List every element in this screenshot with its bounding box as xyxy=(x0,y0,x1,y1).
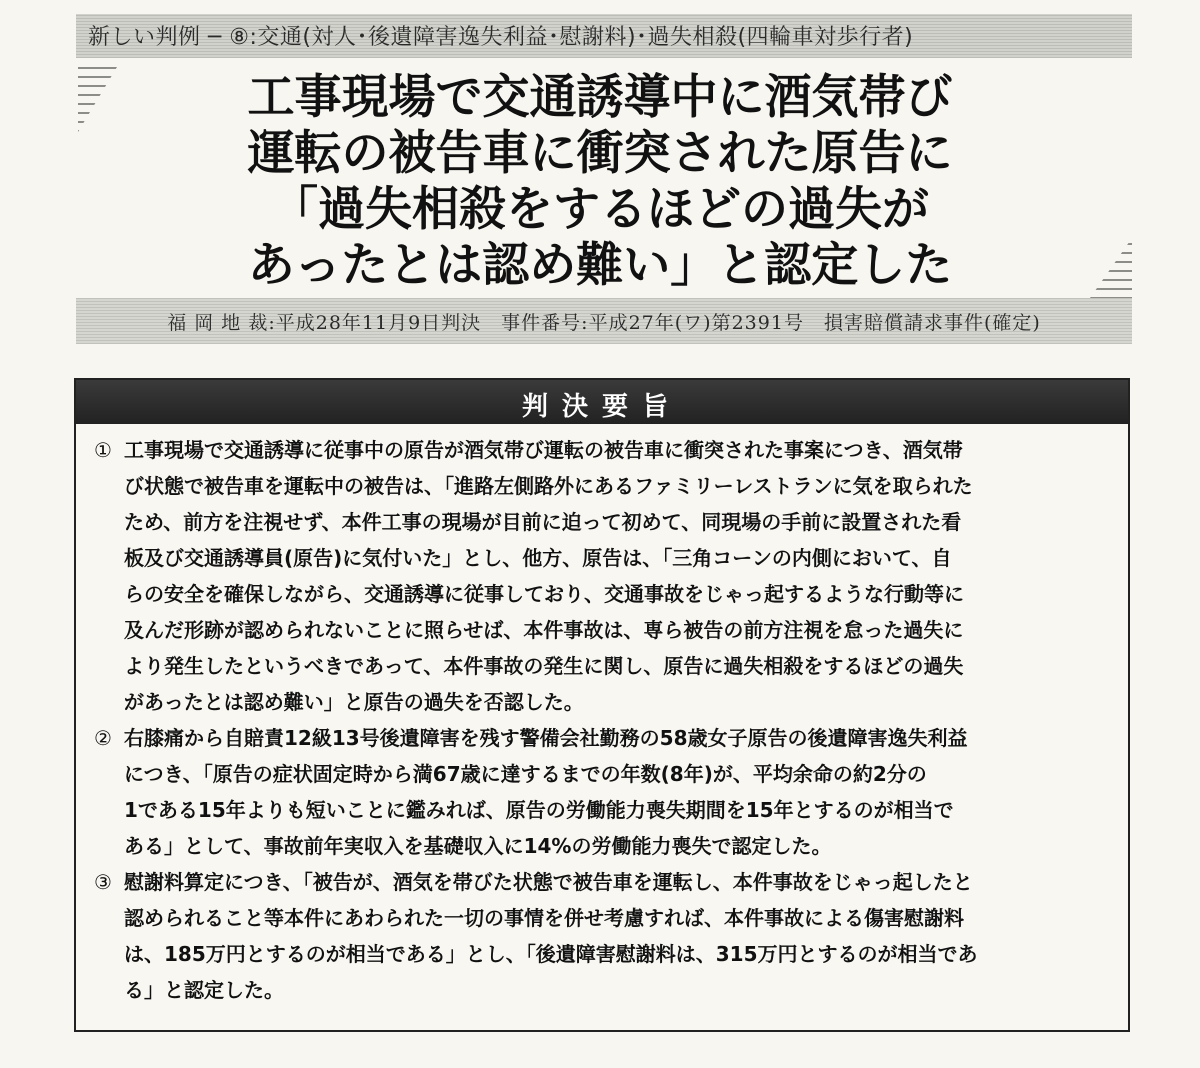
item-line: 右膝痛から自賠責12級13号後遺障害を残す警備会社勤務の58歳女子原告の後遺障害逸失利益 xyxy=(124,726,968,750)
item-line: につき、「原告の症状固定時から満67歳に達するまでの年数(8年)が、平均余命の約2分の xyxy=(124,762,927,786)
headline-line: 運転の被告車に衝突された原告に xyxy=(247,126,953,181)
case-info-text: 福 岡 地 裁:平成28年11月9日判決 事件番号:平成27年(ワ)第2391号 損害賠償請求事件(確定) xyxy=(167,312,1041,334)
series-label: 新しい判例 ─ ⑧:交通(対人･後遺障害逸失利益･慰謝料)･過失相殺(四輪車対歩行者) xyxy=(88,25,914,50)
series-header-bar xyxy=(76,14,1132,58)
item-number: ② xyxy=(94,726,112,750)
item-number: ① xyxy=(94,438,112,462)
item-line: 慰謝料算定につき、「被告が、酒気を帯びた状態で被告車を運転し、本件事故をじゃっ起したと xyxy=(124,870,973,894)
summary-item-3 xyxy=(94,864,1114,1008)
summary-item-1 xyxy=(94,432,1114,720)
headline-line: あったとは認め難い」と認定した xyxy=(247,238,953,293)
item-line: る」と認定した。 xyxy=(124,978,284,1002)
item-number: ③ xyxy=(94,870,112,894)
summary-header xyxy=(76,380,1128,424)
headline-line: 「過失相殺をするほどの過失が xyxy=(271,182,929,237)
item-line: ある」として、事故前年実収入を基礎収入に14%の労働能力喪失で認定した。 xyxy=(124,834,832,858)
article-headline xyxy=(120,70,1080,294)
item-line: 及んだ形跡が認められないことに照らせば、本件事故は、専ら被告の前方注視を怠った過失に xyxy=(124,618,964,642)
item-line: 1である15年よりも短いことに鑑みれば、原告の労働能力喪失期間を15年とするのが相当で xyxy=(124,798,954,822)
case-info-bar xyxy=(76,298,1132,344)
summary-item-2 xyxy=(94,720,1114,864)
item-line: 工事現場で交通誘導に従事中の原告が酒気帯び運転の被告車に衝突された事案につき、酒気帯 xyxy=(124,438,963,462)
item-line: があったとは認め難い」と原告の過失を否認した。 xyxy=(124,690,584,714)
summary-title: 判決要旨 xyxy=(521,392,682,422)
judgment-summary-box xyxy=(74,378,1130,1032)
item-line: らの安全を確保しながら、交通誘導に従事しており、交通事故をじゃっ起するような行動等に xyxy=(124,582,964,606)
item-line: は、185万円とするのが相当である」とし、「後遺障害慰謝料は、315万円とするのが相当であ xyxy=(124,942,978,966)
item-line: び状態で被告車を運転中の被告は、「進路左側路外にあるファミリーレストランに気を取られた xyxy=(124,474,973,498)
item-line: 認められること等本件にあわられた一切の事情を併せ考慮すれば、本件事故による傷害慰謝料 xyxy=(124,906,964,930)
item-line: ため、前方を注視せず、本件工事の現場が目前に迫って初めて、同現場の手前に設置された看 xyxy=(124,510,962,534)
item-line: より発生したというべきであって、本件事故の発生に関し、原告に過失相殺をするほどの過失 xyxy=(124,654,964,678)
item-line: 板及び交通誘導員(原告)に気付いた」とし、他方、原告は、「三角コーンの内側において、自 xyxy=(124,546,952,570)
headline-line: 工事現場で交通誘導中に酒気帯び xyxy=(247,70,953,125)
